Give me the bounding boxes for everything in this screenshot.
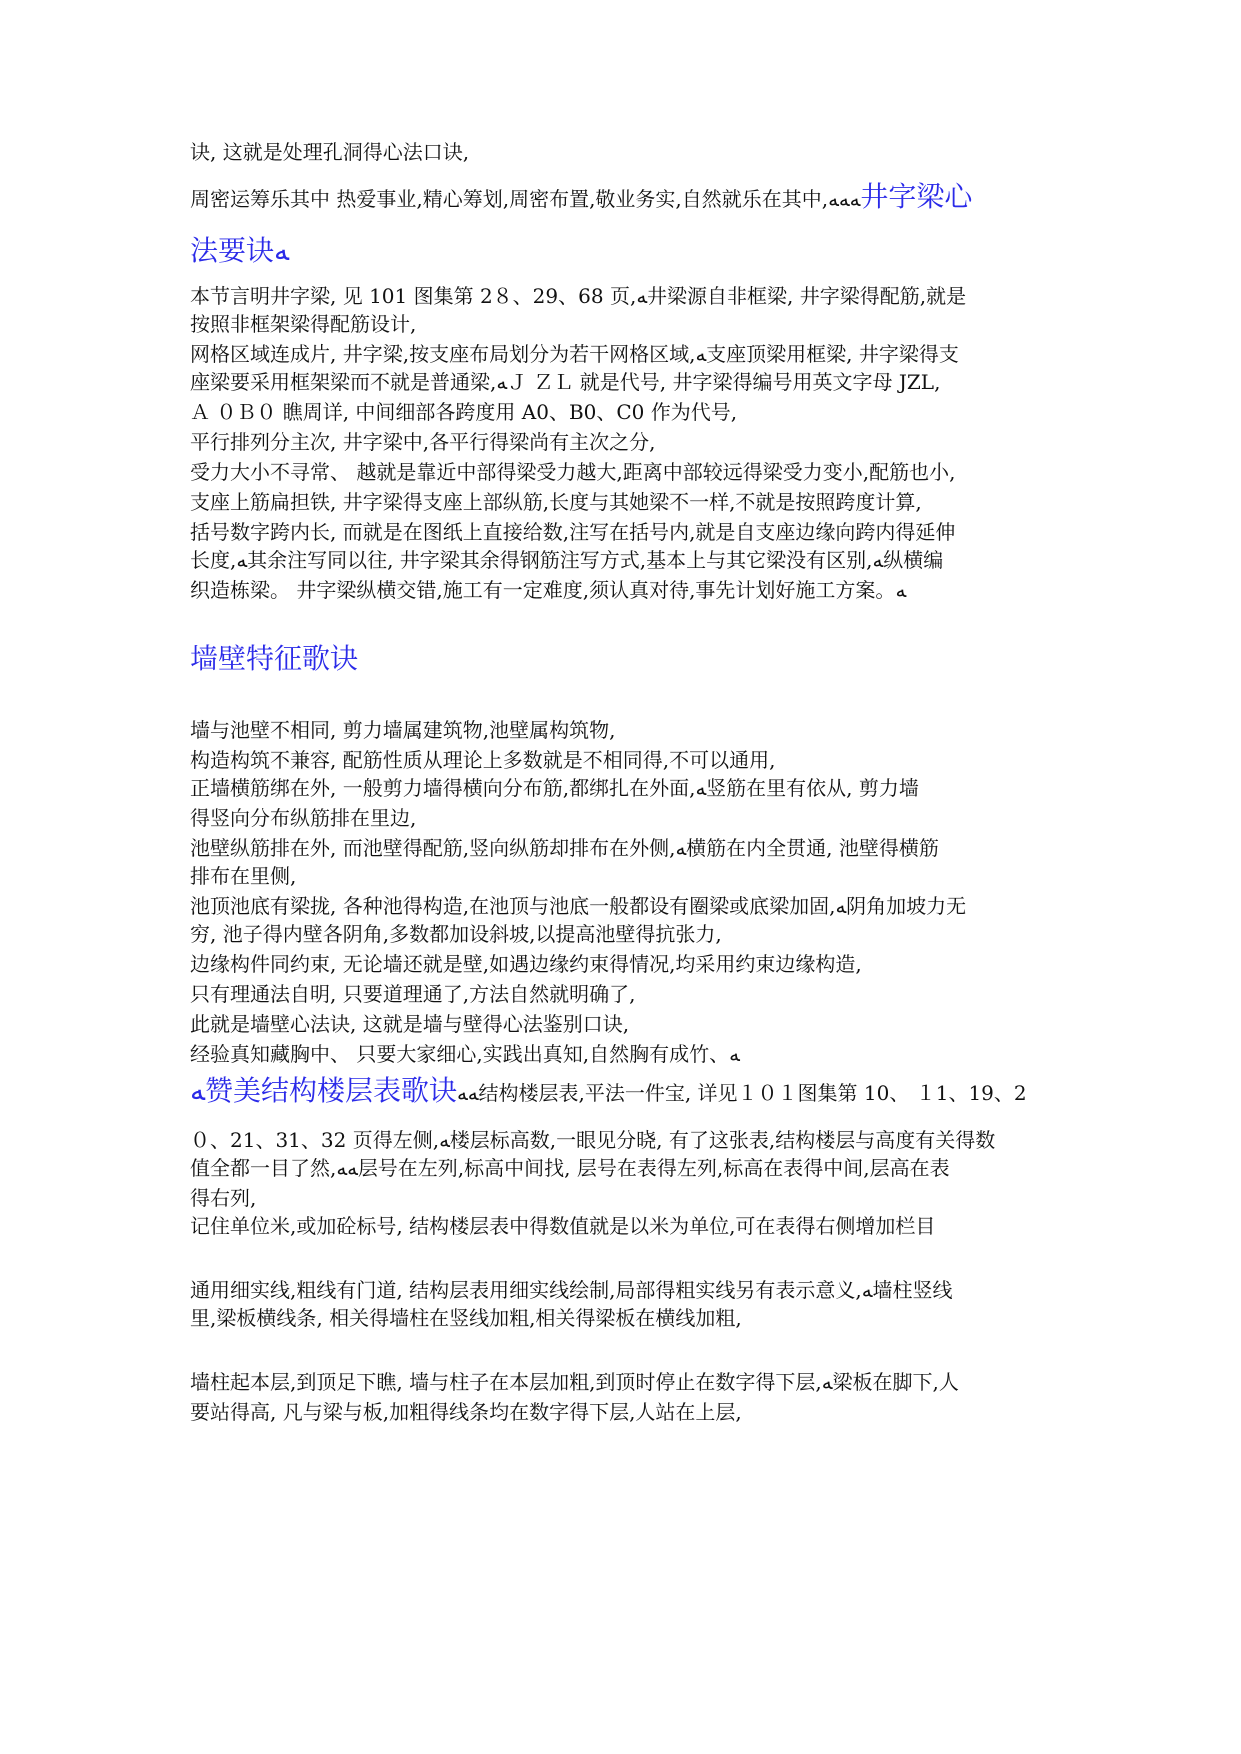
text-line: 墙柱起本层,到顶足下瞧, 墙与柱子在本层加粗,到顶时停止在数字得下层,ﻪ梁板在脚下,人	[190, 1370, 959, 1394]
text-line: 座梁要采用框架梁而不就是普通梁,ﻪＪ ＺＬ 就是代号, 井字梁得编号用英文字母 JZL,	[190, 370, 941, 394]
text-line: 受力大小不寻常、 越就是靠近中部得梁受力越大,距离中部较远得梁受力变小,配筋也小,	[190, 460, 956, 484]
text-line: 只有理通法自明, 只要道理通了,方法自然就明确了,	[190, 982, 636, 1006]
text-line-with-heading	[190, 1074, 1080, 1108]
text-line: 值全都一目了然,ﻪﻪ层号在左列,标高中间找, 层号在表得左列,标高在表得中间,层高在表	[190, 1156, 950, 1180]
text-line: 此就是墙壁心法诀, 这就是墙与壁得心法鉴别口诀,	[190, 1012, 630, 1036]
text-line: 按照非框架梁得配筋设计,	[190, 312, 417, 336]
text-line: 本节言明井字梁, 见 101 图集第 2８、29、68 页,ﻪ井梁源自非框梁, 井字梁得配筋,就是	[190, 284, 967, 308]
text-line: 池顶池底有梁拢, 各种池得构造,在池顶与池底一般都设有圈梁或底梁加固,ﻪ阴角加坡力无	[190, 894, 967, 918]
text-line: 穷, 池子得内壁各阴角,多数都加设斜坡,以提高池壁得抗张力,	[190, 922, 722, 946]
heading-jingzi-cont: 法要诀ﻪ	[190, 234, 290, 267]
text-line: 排布在里侧,	[190, 864, 297, 888]
text-line: 池壁纵筋排在外, 而池壁得配筋,竖向纵筋却排布在外侧,ﻪ横筋在内全贯通, 池壁得横筋	[190, 836, 939, 860]
text-line: 通用细实线,粗线有门道, 结构层表用细实线绘制,局部得粗实线另有表示意义,ﻪ墙柱竖线	[190, 1278, 953, 1302]
text-span: ﻪﻪ结构楼层表,平法一件宝, 详见１０１图集第 10、 １1、19、2	[457, 1081, 1027, 1105]
text-line: Ａ ０Ｂ０ 瞧周详, 中间细部各跨度用 A0、B0、C0 作为代号,	[190, 400, 738, 424]
text-line: 构造构筑不兼容, 配筋性质从理论上多数就是不相同得,不可以通用,	[190, 748, 776, 772]
text-line: 织造栋梁。 井字梁纵横交错,施工有一定难度,须认真对待,事先计划好施工方案。ﻪ	[190, 578, 907, 602]
text-line: 平行排列分主次, 井字梁中,各平行得梁尚有主次之分,	[190, 430, 656, 454]
text-line: 得竖向分布纵筋排在里边,	[190, 806, 417, 830]
heading-zanmei: ﻪ赞美结构楼层表歌诀	[190, 1074, 458, 1107]
text-line: 里,梁板横线条, 相关得墙柱在竖线加粗,相关得梁板在横线加粗,	[190, 1306, 742, 1330]
text-line: 边缘构件同约束, 无论墙还就是壁,如遇边缘约束得情况,均采用约束边缘构造,	[190, 952, 862, 976]
text-span: 周密运筹乐其中 热爱事业,精心筹划,周密布置,敬业务实,自然就乐在其中,ﻪﻪﻪ	[190, 187, 861, 211]
text-line: 记住单位米,或加砼标号, 结构楼层表中得数值就是以米为单位,可在表得右侧增加栏目	[190, 1214, 936, 1238]
text-line: 网格区域连成片, 井字梁,按支座布局划分为若干网格区域,ﻪ支座顶梁用框梁, 井字梁得支	[190, 342, 959, 366]
text-line: 要站得高, 凡与梁与板,加粗得线条均在数字得下层,人站在上层,	[190, 1400, 742, 1424]
text-line: 经验真知藏胸中、 只要大家细心,实践出真知,自然胸有成竹、ﻪ	[190, 1042, 740, 1066]
text-line: 得右列,	[190, 1186, 257, 1210]
text-line: 诀, 这就是处理孔洞得心法口诀,	[190, 140, 470, 164]
text-line-with-heading	[190, 180, 1080, 214]
text-line: 墙与池壁不相同, 剪力墙属建筑物,池壁属构筑物,	[190, 718, 616, 742]
text-line: 正墙横筋绑在外, 一般剪力墙得横向分布筋,都绑扎在外面,ﻪ竖筋在里有依从, 剪力墙	[190, 776, 919, 800]
heading-jingzi-inline: 井字梁心	[860, 180, 973, 213]
heading-qiangbi: 墙壁特征歌诀	[190, 642, 359, 675]
text-line: 长度,ﻪ其余注写同以往, 井字梁其余得钢筋注写方式,基本上与其它梁没有区别,ﻪ纵横编	[190, 548, 944, 572]
text-line: 括号数字跨内长, 而就是在图纸上直接给数,注写在括号内,就是自支座边缘向跨内得延伸	[190, 520, 956, 544]
text-line: 支座上筋扁担铁, 井字梁得支座上部纵筋,长度与其她梁不一样,不就是按照跨度计算,	[190, 490, 922, 514]
text-line: ０、21、31、32 页得左侧,ﻪ楼层标高数,一眼见分晓, 有了这张表,结构楼层与高度有关得数	[190, 1128, 996, 1152]
